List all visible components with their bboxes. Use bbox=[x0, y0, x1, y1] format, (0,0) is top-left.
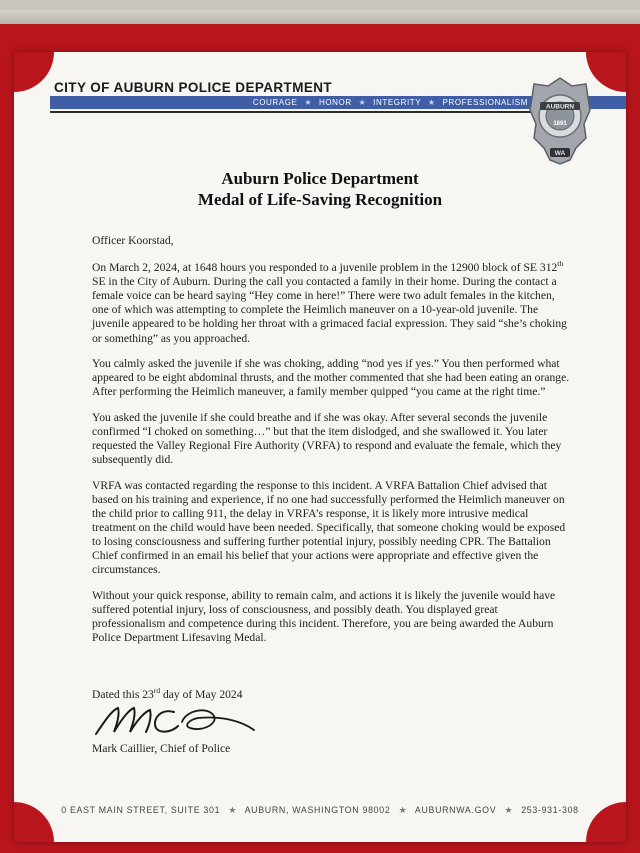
star-icon: ★ bbox=[358, 98, 367, 107]
signer-name: Mark Caillier, Chief of Police bbox=[92, 742, 231, 755]
paragraph-5: Without your quick response, ability to remain calm, and actions it is likely the juvenile would have suffered potential injury, loss of consciousness, and possibly death. You displayed great professionalism and competence during this incident. Therefore, you are being awarded the Auburn Police Department Lifesaving Medal. bbox=[92, 588, 556, 645]
star-icon: ★ bbox=[398, 805, 408, 815]
badge-name-text: AUBURN bbox=[545, 103, 575, 111]
signature-icon bbox=[90, 700, 260, 742]
footer-address: 0 EAST MAIN STREET, SUITE 301 bbox=[61, 805, 221, 815]
motto-text bbox=[253, 96, 528, 109]
title-line-2: Medal of Life-Saving Recognition bbox=[197, 190, 443, 209]
corner-tab-top-right bbox=[586, 52, 626, 92]
paragraph-3: You asked the juvenile if she could breathe and if she was okay. After several seconds the juvenile confirmed “I choked on something…” but that the item dislodged, and she swallowed it. You later requested the Valley Regional Fire Authority (VRFA) to respond and evaluate the female, which they subsequently did. bbox=[92, 410, 562, 467]
letter-body bbox=[92, 234, 572, 657]
footer-website: AUBURNWA.GOV bbox=[414, 805, 497, 815]
badge-year-text: 1891 bbox=[553, 121, 567, 127]
motto-word: INTEGRITY bbox=[373, 98, 422, 107]
department-name: CITY OF AUBURN POLICE DEPARTMENT bbox=[54, 80, 333, 95]
star-icon: ★ bbox=[504, 805, 514, 815]
police-badge-icon bbox=[528, 76, 592, 166]
document-title bbox=[14, 168, 626, 210]
star-icon: ★ bbox=[427, 98, 436, 107]
date-line: Dated this 23rd day of May 2024 bbox=[92, 686, 243, 701]
folder-top-edge bbox=[0, 10, 640, 24]
badge-state-text: WA bbox=[554, 150, 566, 157]
motto-word: PROFESSIONALISM bbox=[442, 98, 528, 107]
title-line-1: Auburn Police Department bbox=[221, 169, 419, 188]
star-icon: ★ bbox=[228, 805, 237, 815]
motto-word: HONOR bbox=[318, 98, 352, 107]
red-folder bbox=[0, 10, 640, 853]
paragraph-2: You calmly asked the juvenile if she was choking, adding “nod yes if yes.” You then performed what appeared to be eight abdominal thrusts, and the mother commented that she had been eating an orange. After performing the Heimlich maneuver, a family member quipped “you came at the right time.” bbox=[92, 357, 570, 399]
letterhead-rule bbox=[50, 111, 560, 113]
corner-tab-top-left bbox=[14, 52, 54, 92]
motto-word: COURAGE bbox=[252, 98, 298, 107]
letter-page bbox=[14, 52, 626, 842]
footer-city: AUBURN, WASHINGTON 98002 bbox=[244, 805, 391, 815]
salutation: Officer Koorstad, bbox=[92, 234, 174, 247]
star-icon: ★ bbox=[304, 98, 313, 107]
letterhead-footer bbox=[14, 805, 626, 819]
paragraph-4: VRFA was contacted regarding the response to this incident. A VRFA Battalion Chief advised that based on his training and experience, if no one had successfully performed the Heimlich maneuver on the child prior to calling 911, the delay in VRFA’s response, it is likely more intrusive medical treatment on the child would have been needed. Specifically, that someone choking would be exposed to losing consciousness and suffering further potential injury, possibly needing CPR. The Battalion Chief confirmed in an email his belief that your actions were appropriate and effective given the circumstances. bbox=[92, 478, 566, 577]
paragraph-1: On March 2, 2024, at 1648 hours you responded to a juvenile problem in the 12900 block of SE 312th SE in the City of Auburn. During the call you contacted a family in their home. During the contact a female voice can be heard saying “Hey come in here!” There were two adult females in the kitchen, one of which was attempting to complete the Heimlich maneuver on a 10-year-old juvenile. The juvenile appeared to be holding her throat with a grimaced facial expression. They said “she’s choking or something” as you approached. bbox=[92, 259, 567, 345]
footer-phone: 253-931-308 bbox=[521, 805, 579, 815]
